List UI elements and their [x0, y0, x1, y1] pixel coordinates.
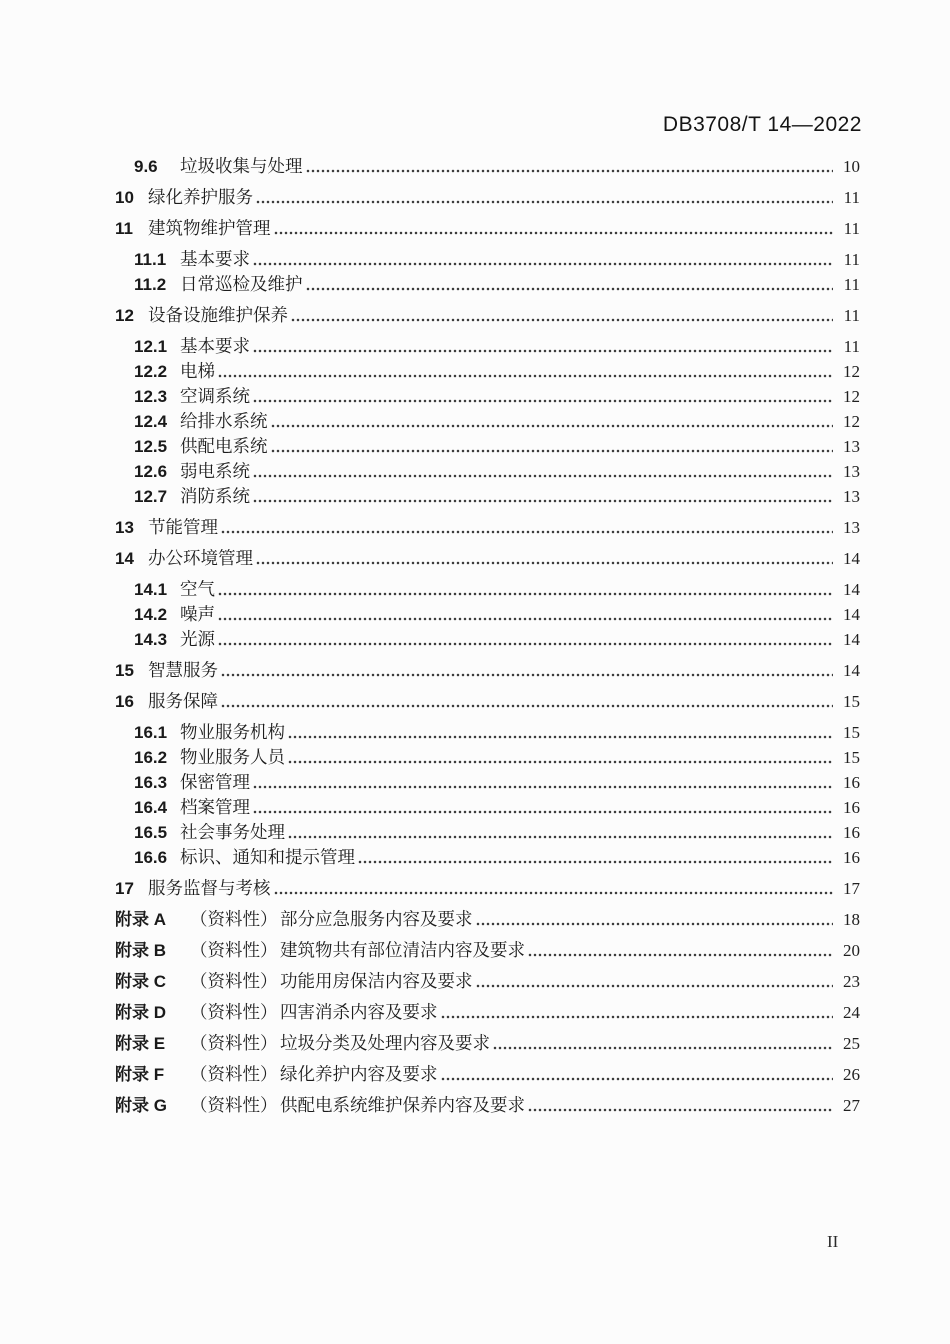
- toc-entry-page: 12: [843, 412, 860, 431]
- toc-entry-kind-label: （资料性）: [190, 1002, 278, 1022]
- toc-entry-page: 15: [843, 723, 860, 742]
- toc-entry-number: 12.7: [134, 487, 168, 506]
- toc-entry-title: 功能用房保洁内容及要求: [280, 971, 473, 991]
- toc-entry-page: 14: [843, 549, 860, 568]
- toc-entry-title: 档案管理: [180, 797, 250, 817]
- toc-entry-number: 14: [115, 549, 134, 568]
- toc-entry: [115, 745, 860, 770]
- toc-entry-number: 16.2: [134, 748, 168, 767]
- toc-entry-number: 附录 A: [115, 910, 166, 929]
- toc-entry-number: 12.2: [134, 362, 168, 381]
- toc-entry-number: 11.2: [134, 275, 167, 294]
- toc-leader-dots: [271, 423, 834, 429]
- toc-entry-number: 附录 D: [115, 1003, 166, 1022]
- toc-leader-dots: [441, 1014, 834, 1020]
- toc-entry: [115, 334, 860, 359]
- toc-entry-title: 建筑物共有部位清洁内容及要求: [280, 940, 525, 960]
- toc-entry-number: 16.4: [134, 798, 168, 817]
- toc-entry: [115, 546, 860, 571]
- toc-entry-number: 12.5: [134, 437, 168, 456]
- toc-entry-title: 服务保障: [148, 691, 218, 711]
- toc-entry-title: 智慧服务: [148, 660, 218, 680]
- toc-leader-dots: [218, 641, 833, 647]
- toc-leader-dots: [218, 616, 833, 622]
- toc-leader-dots: [441, 1076, 834, 1082]
- toc-entry-number: 15: [115, 661, 134, 680]
- toc-entry: [115, 1000, 860, 1025]
- toc-entry: [115, 795, 860, 820]
- toc-leader-dots: [221, 529, 833, 535]
- toc-entry-number: 12.3: [134, 387, 168, 406]
- toc-leader-dots: [253, 398, 833, 404]
- toc-leader-dots: [528, 1107, 833, 1113]
- toc-entry: [115, 720, 860, 745]
- toc-entry-page: 24: [843, 1003, 860, 1022]
- toc-entry-number: 12.1: [134, 337, 168, 356]
- toc-entry-page: 11: [843, 275, 860, 294]
- toc-entry-title: 社会事务处理: [180, 822, 285, 842]
- toc-entry-number: 16.1: [134, 723, 168, 742]
- toc-entry-page: 13: [843, 462, 860, 481]
- toc-entry-number: 附录 B: [115, 941, 166, 960]
- toc-entry-title: 给排水系统: [180, 411, 268, 431]
- toc-leader-dots: [253, 473, 833, 479]
- toc-leader-dots: [288, 734, 833, 740]
- toc-entry-kind-label: （资料性）: [190, 909, 278, 929]
- toc-entry: [115, 627, 860, 652]
- toc-entry-number: 11: [115, 219, 133, 238]
- toc-entry-title: 服务监督与考核: [148, 878, 271, 898]
- toc-entry-kind-label: （资料性）: [190, 1095, 278, 1115]
- toc-entry-page: 13: [843, 437, 860, 456]
- toc-entry-page: 14: [843, 630, 860, 649]
- toc-entry-page: 16: [843, 823, 860, 842]
- toc-entry-title: 垃圾分类及处理内容及要求: [280, 1033, 490, 1053]
- toc-entry-number: 16.5: [134, 823, 168, 842]
- toc-entry-page: 14: [843, 580, 860, 599]
- toc-entry-title: 弱电系统: [180, 461, 250, 481]
- toc-entry-page: 23: [843, 972, 860, 991]
- toc-entry: [115, 154, 860, 179]
- toc-entry-title: 部分应急服务内容及要求: [280, 909, 473, 929]
- toc-leader-dots: [253, 498, 833, 504]
- toc-entry-page: 17: [843, 879, 860, 898]
- toc-entry-title: 绿化养护内容及要求: [280, 1064, 438, 1084]
- toc-entry-number: 14.3: [134, 630, 168, 649]
- toc-entry: [115, 658, 860, 683]
- toc-entry-title: 噪声: [180, 604, 215, 624]
- toc-entry-page: 26: [843, 1065, 860, 1084]
- toc-entry-title: 电梯: [180, 361, 215, 381]
- toc-entry: [115, 770, 860, 795]
- toc-entry-title: 空气: [180, 579, 215, 599]
- toc-entry: [115, 484, 860, 509]
- toc-entry-page: 10: [843, 157, 860, 176]
- toc-entry-number: 9.6: [134, 157, 158, 176]
- toc-leader-dots: [221, 672, 833, 678]
- toc-entry-kind-label: （资料性）: [190, 1064, 278, 1084]
- toc-entry-number: 13: [115, 518, 134, 537]
- toc-leader-dots: [274, 230, 834, 236]
- toc-entry-page: 13: [843, 518, 860, 537]
- toc-entry-number: 11.1: [134, 250, 167, 269]
- toc-entry-page: 12: [843, 387, 860, 406]
- toc-entry: [115, 876, 860, 901]
- toc-entry-title: 供配电系统: [180, 436, 268, 456]
- toc-entry-number: 14.1: [134, 580, 168, 599]
- toc-entry-title: 光源: [180, 629, 215, 649]
- toc-entry-page: 18: [843, 910, 860, 929]
- toc-entry-title: 标识、通知和提示管理: [180, 847, 355, 867]
- document-code-header: DB3708/T 14—2022: [662, 113, 862, 136]
- toc-entry-number: 附录 E: [115, 1034, 166, 1053]
- toc-entry: [115, 409, 860, 434]
- toc-entry-number: 16.3: [134, 773, 168, 792]
- toc-entry-page: 14: [843, 605, 860, 624]
- toc-entry-title: 物业服务机构: [180, 722, 285, 742]
- toc-entry-title: 节能管理: [148, 517, 218, 537]
- toc-entry: [115, 602, 860, 627]
- toc-entry-title: 基本要求: [180, 336, 250, 356]
- toc-entry-title: 绿化养护服务: [148, 187, 253, 207]
- toc-entry-title: 办公环境管理: [148, 548, 253, 568]
- toc-entry: [115, 938, 860, 963]
- toc-entry: [115, 515, 860, 540]
- toc-entry-number: 16: [115, 692, 134, 711]
- toc-entry-page: 27: [843, 1096, 860, 1115]
- toc-entry: [115, 1062, 860, 1087]
- toc-entry-title: 保密管理: [180, 772, 250, 792]
- toc-entry-page: 25: [843, 1034, 860, 1053]
- toc-entry-page: 11: [843, 250, 860, 269]
- toc-entry: [115, 359, 860, 384]
- toc-entry-number: 12: [115, 306, 134, 325]
- toc-leader-dots: [253, 348, 833, 354]
- toc-entry: [115, 907, 860, 932]
- page-number: II: [827, 1232, 839, 1251]
- toc-entry-title: 四害消杀内容及要求: [280, 1002, 438, 1022]
- toc-entry: [115, 459, 860, 484]
- toc-entry-page: 12: [843, 362, 860, 381]
- toc-entry-kind-label: （资料性）: [190, 971, 278, 991]
- toc-leader-dots: [253, 261, 833, 267]
- toc-entry: [115, 434, 860, 459]
- toc-entry: [115, 272, 860, 297]
- toc-entry-title: 空调系统: [180, 386, 250, 406]
- toc-leader-dots: [288, 834, 833, 840]
- toc-leader-dots: [288, 759, 833, 765]
- toc-leader-dots: [253, 784, 833, 790]
- toc-entry-page: 11: [843, 306, 860, 325]
- toc-leader-dots: [256, 560, 833, 566]
- toc-entry-number: 附录 C: [115, 972, 166, 991]
- toc-entry-number: 附录 G: [115, 1096, 167, 1115]
- toc-entry-number: 10: [115, 188, 134, 207]
- toc-entry-page: 16: [843, 848, 860, 867]
- toc-leader-dots: [271, 448, 834, 454]
- toc-entry: [115, 303, 860, 328]
- toc-entry-page: 11: [843, 219, 860, 238]
- toc-entry-title: 设备设施维护保养: [148, 305, 288, 325]
- toc-entry-number: 14.2: [134, 605, 168, 624]
- toc-leader-dots: [291, 317, 833, 323]
- toc-entry: [115, 845, 860, 870]
- toc-entry-number: 16.6: [134, 848, 168, 867]
- toc-entry-title: 建筑物维护管理: [148, 218, 271, 238]
- toc-entry: [115, 820, 860, 845]
- toc-entry-title: 垃圾收集与处理: [180, 156, 303, 176]
- toc-leader-dots: [253, 809, 833, 815]
- toc-leader-dots: [221, 703, 833, 709]
- toc-entry: [115, 1093, 860, 1118]
- toc-leader-dots: [476, 921, 834, 927]
- toc-entry-page: 13: [843, 487, 860, 506]
- toc-entry-page: 16: [843, 798, 860, 817]
- toc-leader-dots: [306, 168, 834, 174]
- toc-entry-page: 11: [843, 337, 860, 356]
- toc-entry: [115, 384, 860, 409]
- toc-entry: [115, 1031, 860, 1056]
- toc-entry-title: 日常巡检及维护: [180, 274, 303, 294]
- toc-leader-dots: [218, 591, 833, 597]
- toc-leader-dots: [274, 890, 834, 896]
- toc-entry-page: 11: [843, 188, 860, 207]
- toc-entry-number: 附录 F: [115, 1065, 165, 1084]
- toc-leader-dots: [306, 286, 834, 292]
- toc-leader-dots: [256, 199, 833, 205]
- toc-entry-page: 15: [843, 692, 860, 711]
- toc-entry-title: 供配电系统维护保养内容及要求: [280, 1095, 525, 1115]
- toc-leader-dots: [528, 952, 833, 958]
- toc-entry-number: 12.6: [134, 462, 168, 481]
- toc-entry-title: 消防系统: [180, 486, 250, 506]
- toc-entry-number: 17: [115, 879, 134, 898]
- toc-entry-kind-label: （资料性）: [190, 940, 278, 960]
- toc-entry: [115, 185, 860, 210]
- toc-leader-dots: [358, 859, 833, 865]
- toc-leader-dots: [493, 1045, 833, 1051]
- toc-entry: [115, 577, 860, 602]
- toc-entry: [115, 247, 860, 272]
- toc-entry-page: 15: [843, 748, 860, 767]
- toc-leader-dots: [218, 373, 833, 379]
- toc-entry-page: 20: [843, 941, 860, 960]
- toc-leader-dots: [476, 983, 834, 989]
- toc-entry-page: 14: [843, 661, 860, 680]
- toc-entry: [115, 689, 860, 714]
- toc-entry-page: 16: [843, 773, 860, 792]
- toc-entry-title: 物业服务人员: [180, 747, 285, 767]
- toc-entry-kind-label: （资料性）: [190, 1033, 278, 1053]
- toc-entry-title: 基本要求: [180, 249, 250, 269]
- toc-entry-number: 12.4: [134, 412, 168, 431]
- toc-entry: [115, 216, 860, 241]
- table-of-contents: [115, 154, 860, 1124]
- toc-entry: [115, 969, 860, 994]
